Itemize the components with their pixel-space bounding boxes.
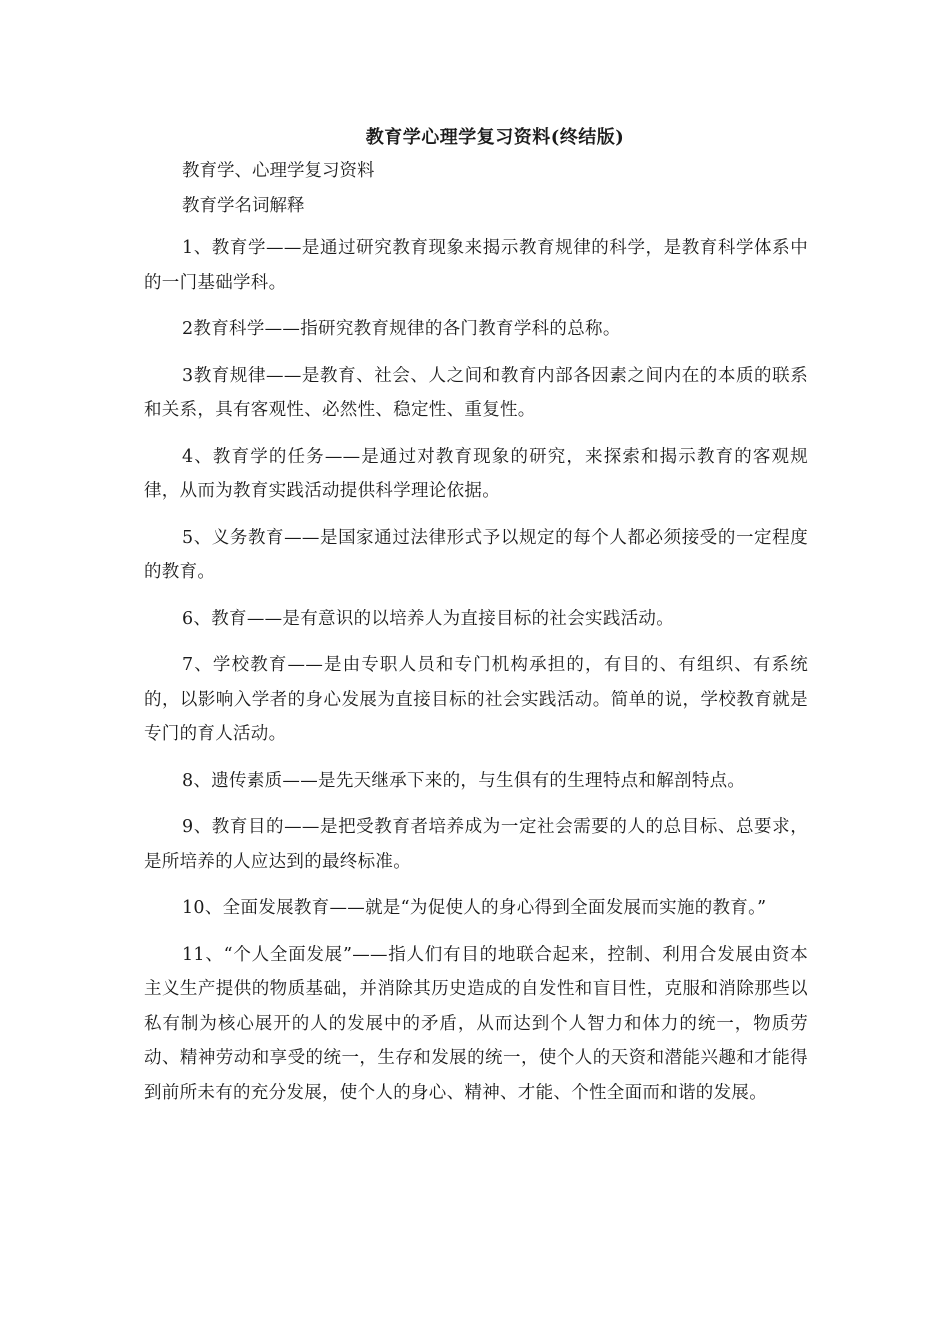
paragraph: 11、“个人全面发展”——指人们有目的地联合起来，控制、利用合发展由资本主义生产提供的物质基础，并消除其历史造成的自发性和盲目性，克服和消除那些以私有制为核心展开的人的发展中的矛盾，从而达到个人智力和体力的统一，物质劳动、精神劳动和享受的统一，生存和发展的统一，使个人的天资和潜能兴趣和才能得到前所未有的充分发展，使个人的身心、精神、才能、个性全面而和谐的发展。 (144, 944, 808, 1103)
paragraph: 4、教育学的任务——是通过对教育现象的研究，来探索和揭示教育的客观规律，从而为教育实践活动提供科学理论依据。 (144, 446, 808, 501)
paragraph: 2教育科学——指研究教育规律的各门教育学科的总称。 (182, 319, 621, 339)
paragraph: 6、教育——是有意识的以培养人为直接目标的社会实践活动。 (182, 608, 675, 629)
paragraph: 3教育规律——是教育、社会、人之间和教育内部各因素之间内在的本质的联系和关系，具有客观性、必然性、稳定性、重复性。 (144, 365, 808, 420)
paragraph: 10、全面发展教育——就是“为促使人的身心得到全面发展而实施的教育。” (182, 898, 767, 918)
paragraph: 1、教育学——是通过研究教育现象来揭示教育规律的科学，是教育科学体系中的一门基础学科。 (144, 238, 808, 293)
document-body (144, 231, 808, 1122)
document-title: 教育学心理学复习资料(终结版) (365, 127, 625, 148)
section-heading: 教育学名词解释 (182, 196, 305, 216)
paragraph: 5、义务教育——是国家通过法律形式予以规定的每个人都必须接受的一定程度的教育。 (144, 527, 808, 582)
paragraph: 8、遗传素质——是先天继承下来的，与生俱有的生理特点和解剖特点。 (182, 770, 746, 791)
paragraph: 9、教育目的——是把受教育者培养成为一定社会需要的人的总目标、总要求，是所培养的人应达到的最终标准。 (144, 817, 808, 872)
document-subtitle: 教育学、心理学复习资料 (182, 161, 375, 181)
paragraph: 7、学校教育——是由专职人员和专门机构承担的，有目的、有组织、有系统的，以影响入学者的身心发展为直接目标的社会实践活动。简单的说，学校教育就是专门的育人活动。 (144, 655, 808, 744)
